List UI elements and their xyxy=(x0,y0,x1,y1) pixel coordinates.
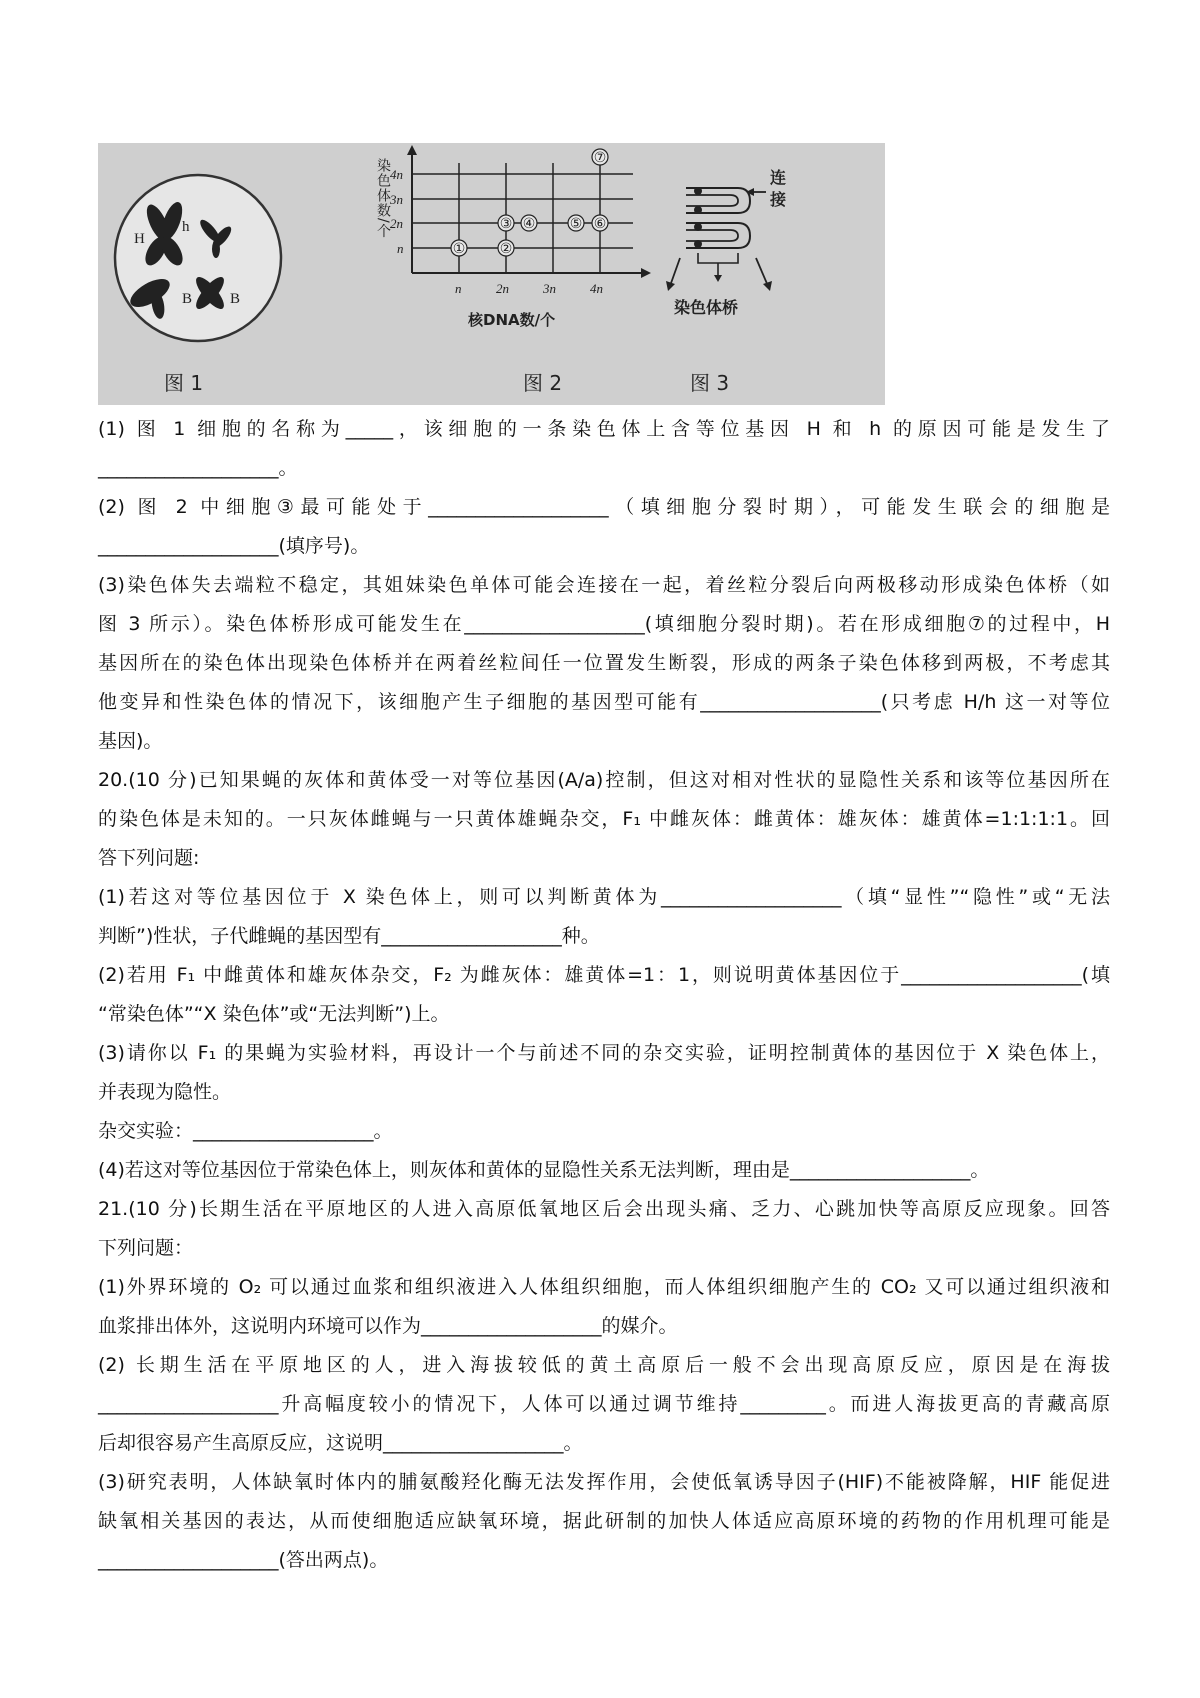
xtick-4n: 4n xyxy=(590,281,603,296)
figure-2-caption: 图 2 xyxy=(523,371,563,395)
connect-label-1: 连 xyxy=(770,168,787,187)
text-line: 的染色体是未知的。一只灰体雌蝇与一只黄体雄蝇杂交，F₁ 中雌灰体：雌黄体：雄灰体：雄黄体=1:1:1:1。回 xyxy=(98,808,1110,830)
figure-2-ylabel: 染色体数/个 xyxy=(375,158,391,239)
ytick-4n: 4n xyxy=(390,167,403,182)
xtick-3n: 3n xyxy=(543,281,556,296)
text-line: ___________________(答出两点)。 xyxy=(98,1549,389,1571)
text-line: 下列问题： xyxy=(98,1237,194,1259)
text-line: 图 3 所示）。染色体桥形成可能发生在___________________(填细胞分裂时期)。若在形成细胞⑦的过程中，H xyxy=(98,613,1110,635)
text-line: ___________________。 xyxy=(98,457,298,479)
text-line: 杂交实验：___________________。 xyxy=(98,1120,393,1142)
text-line: (2) 长期生活在平原地区的人，进入海拔较低的黄土高原后一般不会出现高原反应，原因是在海拔 xyxy=(98,1354,1110,1376)
text-line: (2)若用 F₁ 中雌黄体和雄灰体杂交，F₂ 为雌灰体：雄黄体=1：1，则说明黄体基因位于___________________(填 xyxy=(98,964,1110,986)
text-line: 20.(10 分)已知果蝇的灰体和黄体受一对等位基因(A/a)控制，但这对相对性状的显隐性关系和该等位基因所在 xyxy=(98,769,1110,791)
text-line: (3)研究表明，人体缺氧时体内的脯氨酸羟化酶无法发挥作用，会使低氧诱导因子(HIF)不能被降解，HIF 能促进 xyxy=(98,1471,1110,1493)
ytick-n: n xyxy=(397,241,404,256)
point-2: ② xyxy=(499,241,513,257)
ytick-2n: 2n xyxy=(390,216,403,231)
text-line: ___________________(填序号)。 xyxy=(98,535,370,557)
text-line: 21.(10 分)长期生活在平原地区的人进入高原低氧地区后会出现头痛、乏力、心跳加快等高原反应现象。回答 xyxy=(98,1198,1110,1220)
figure-panel xyxy=(98,143,885,405)
figure-3-caption: 图 3 xyxy=(690,371,730,395)
figure-2-xlabel: 核DNA数/个 xyxy=(468,311,556,329)
question-text xyxy=(98,410,1110,1580)
allele-label-B1: B xyxy=(182,291,193,307)
figure-1-caption: 图 1 xyxy=(164,371,204,395)
text-line: 他变异和性染色体的情况下，该细胞产生子细胞的基因型可能有___________________(只考虑 H/h 这一对等位 xyxy=(98,691,1110,713)
text-line: (1) 图 1 细胞的名称为_____，该细胞的一条染色体上含等位基因 H 和 h 的原因可能是发生了 xyxy=(98,418,1110,440)
text-line: 血浆排出体外，这说明内环境可以作为___________________的媒介。 xyxy=(98,1315,678,1337)
figure-svg xyxy=(98,143,885,405)
ytick-3n: 3n xyxy=(390,192,403,207)
text-line: 判断”)性状，子代雌蝇的基因型有___________________种。 xyxy=(98,925,600,947)
text-line: (2) 图 2 中细胞③最可能处于___________________（填细胞分裂时期），可能发生联会的细胞是 xyxy=(98,496,1110,518)
text-line: “常染色体”“X 染色体”或“无法判断”)上。 xyxy=(98,1003,450,1025)
text-line: (3)请你以 F₁ 的果蝇为实验材料，再设计一个与前述不同的杂交实验，证明控制黄体的基因位于 X 染色体上， xyxy=(98,1042,1110,1064)
connect-label-2: 接 xyxy=(770,190,787,209)
figure-2-chart xyxy=(375,145,651,395)
text-line: 答下列问题: xyxy=(98,847,200,869)
text-line: 缺氧相关基因的表达，从而使细胞适应缺氧环境，据此研制的加快人体适应高原环境的药物的作用机理可能是 xyxy=(98,1510,1110,1532)
point-1: ① xyxy=(452,241,466,257)
allele-label-B2: B xyxy=(230,291,241,307)
text-line: (4)若这对等位基因位于常染色体上，则灰体和黄体的显隐性关系无法判断，理由是___________________。 xyxy=(98,1159,990,1181)
text-line: (3)染色体失去端粒不稳定，其姐妹染色单体可能会连接在一起，着丝粒分裂后向两极移动形成染色体桥（如 xyxy=(98,574,1110,596)
point-5: ⑤ xyxy=(569,216,583,232)
text-line: 基因)。 xyxy=(98,730,163,752)
text-line: 基因所在的染色体出现染色体桥并在两着丝粒间任一位置发生断裂，形成的两条子染色体移到两极，不考虑其 xyxy=(98,652,1110,674)
xtick-n: n xyxy=(455,281,462,296)
point-3: ③ xyxy=(499,216,513,232)
point-4: ④ xyxy=(522,216,536,232)
figure-3-bridge xyxy=(666,168,787,395)
point-6: ⑥ xyxy=(593,216,607,232)
text-line: 并表现为隐性。 xyxy=(98,1081,232,1103)
allele-label-h: h xyxy=(182,219,190,235)
text-line: (1)外界环境的 O₂ 可以通过血浆和组织液进入人体组织细胞，而人体组织细胞产生的 CO₂ 又可以通过组织液和 xyxy=(98,1276,1110,1298)
text-line: (1)若这对等位基因位于 X 染色体上，则可以判断黄体为___________________（填“显性”“隐性”或“无法 xyxy=(98,886,1110,908)
figure-1-cell xyxy=(115,175,281,395)
text-line: 后却很容易产生高原反应，这说明___________________。 xyxy=(98,1432,583,1454)
xtick-2n: 2n xyxy=(496,281,509,296)
text-line: ___________________升高幅度较小的情况下，人体可以通过调节维持_________。而进人海拔更高的青藏高原 xyxy=(98,1393,1110,1415)
point-7: ⑦ xyxy=(593,150,607,166)
bridge-label: 染色体桥 xyxy=(674,298,739,317)
allele-label-H: H xyxy=(134,231,145,247)
